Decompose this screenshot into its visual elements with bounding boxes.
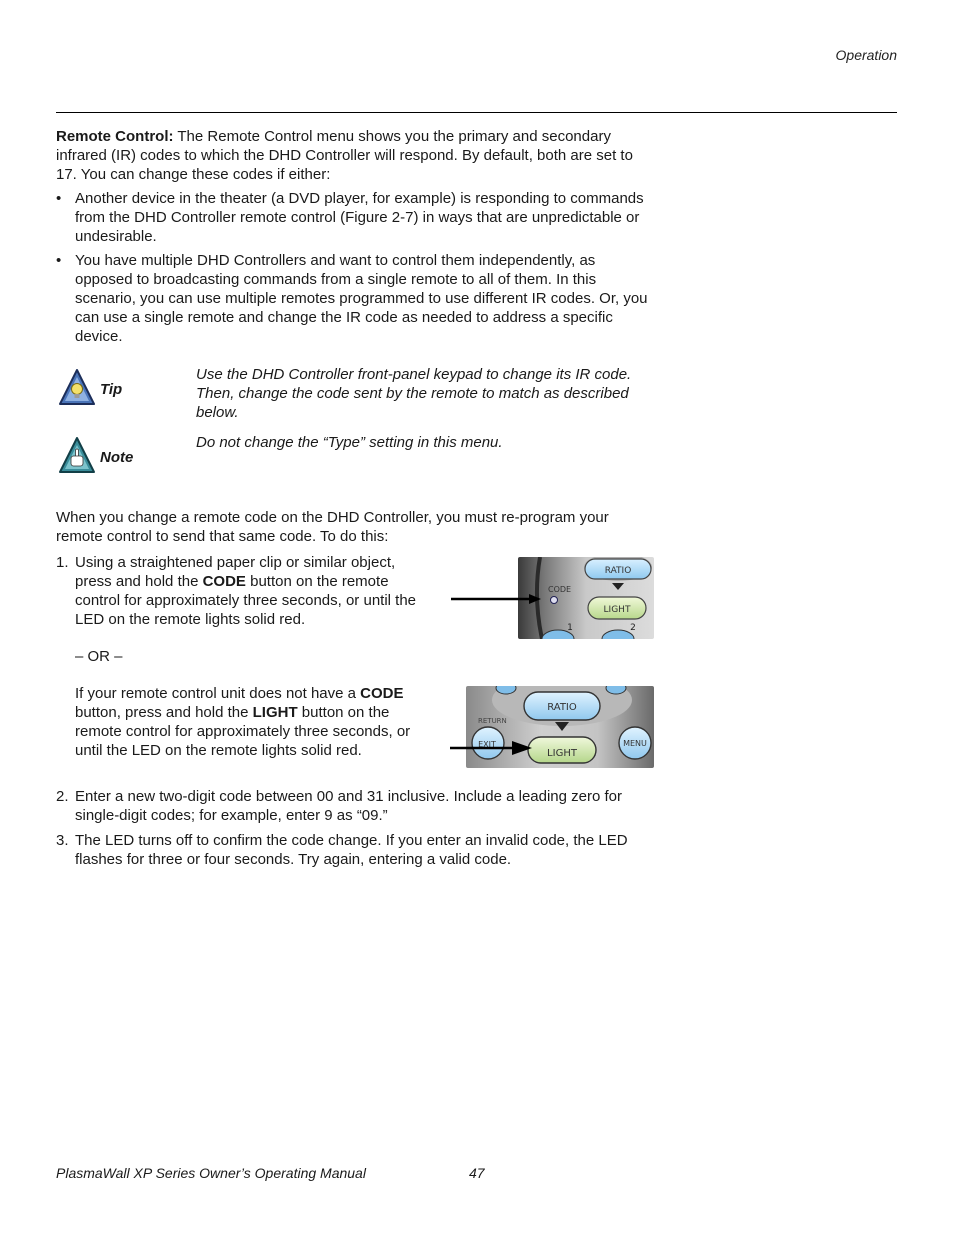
- light-label: LIGHT: [603, 605, 631, 615]
- running-header: Operation: [835, 47, 897, 63]
- bullet-symbol: •: [56, 252, 62, 269]
- bullet-item: [56, 189, 656, 246]
- step-3-text: The LED turns off to confirm the code change. If you enter an invalid code, the LED flashes for three or four seconds. Try again, entering a valid code.: [75, 832, 628, 868]
- step-number: 2.: [56, 788, 69, 805]
- reprogram-paragraph: When you change a remote code on the DHD Controller, you must re-program your remote control to send that same code. To do this:: [56, 509, 609, 545]
- code-label: CODE: [548, 585, 572, 594]
- remote-photo-light: [466, 686, 654, 768]
- pointer-arrow-icon: [451, 597, 536, 601]
- intro-paragraph: [56, 127, 656, 184]
- lightbulb-icon: [58, 368, 96, 406]
- step-2-text: Enter a new two-digit code between 00 and 31 inclusive. Include a leading zero for single-digit codes; for example, enter 9 as “09.”: [75, 788, 623, 824]
- alt-text-c: button on the remote control for approximately three seconds, or until the LED on the remote lights solid red.: [75, 704, 411, 759]
- step-1-alt-text: [75, 684, 420, 760]
- pointer-arrow-icon: [450, 746, 530, 750]
- ratio-label: RATIO: [547, 702, 577, 713]
- intro-text: The Remote Control menu shows you the primary and secondary infrared (IR) codes to which the DHD Controller will respond. By default, both are set to 17. You can change these codes if either:: [56, 128, 633, 183]
- step-2: [56, 787, 656, 827]
- step-1: [56, 553, 426, 633]
- step-number: 1.: [56, 554, 69, 571]
- step-3: [56, 831, 656, 871]
- key-1-label: 1: [567, 623, 573, 633]
- light-label: LIGHT: [547, 748, 577, 759]
- return-label: RETURN: [478, 717, 507, 725]
- intro-lead: Remote Control:: [56, 128, 174, 145]
- menu-label: MENU: [623, 739, 647, 748]
- step-1-text: [75, 553, 425, 629]
- pointing-hand-icon: [58, 436, 96, 474]
- page-number: 47: [469, 1165, 485, 1181]
- exit-label: EXIT: [478, 740, 496, 749]
- bullet-text: Another device in the theater (a DVD player, for example) is responding to commands from the DHD Controller remote control (Figure 2-7) in ways that are unpredictable or undesirable.: [75, 190, 644, 245]
- code-term: CODE: [360, 685, 404, 702]
- key-2-label: 2: [630, 623, 636, 633]
- bullet-symbol: •: [56, 190, 62, 207]
- or-separator: – OR –: [75, 648, 123, 665]
- alt-text-a: If your remote control unit does not have a: [75, 685, 361, 702]
- ratio-label: RATIO: [604, 566, 632, 576]
- bullet-text: You have multiple DHD Controllers and want to control them independently, as opposed to broadcasting commands from a single remote to all of them. In this scenario, you can use multiple remotes programmed to use different IR codes. Or, you can use a single remote and change the IR code as needed to address a specific device.: [75, 252, 648, 345]
- step-number: 3.: [56, 832, 69, 849]
- step-1-text-a: Using a straightened paper clip or similar object, press and hold the: [75, 554, 396, 590]
- light-term: LIGHT: [252, 704, 298, 721]
- bullet-item: [56, 251, 656, 346]
- header-rule: [56, 112, 897, 113]
- footer-title: PlasmaWall XP Series Owner’s Operating Manual: [56, 1165, 366, 1181]
- tip-label: Tip: [100, 381, 123, 398]
- note-text: Do not change the “Type” setting in this menu.: [196, 434, 503, 451]
- alt-text-b: button, press and hold the: [75, 704, 253, 721]
- note-label: Note: [100, 449, 134, 466]
- tip-text: Use the DHD Controller front-panel keypad to change its IR code. Then, change the code sent by the remote to match as described below.: [196, 366, 632, 421]
- code-term: CODE: [202, 573, 246, 590]
- step-1-text-b: button on the remote control for approximately three seconds, or until the LED on the remote lights solid red.: [75, 573, 417, 628]
